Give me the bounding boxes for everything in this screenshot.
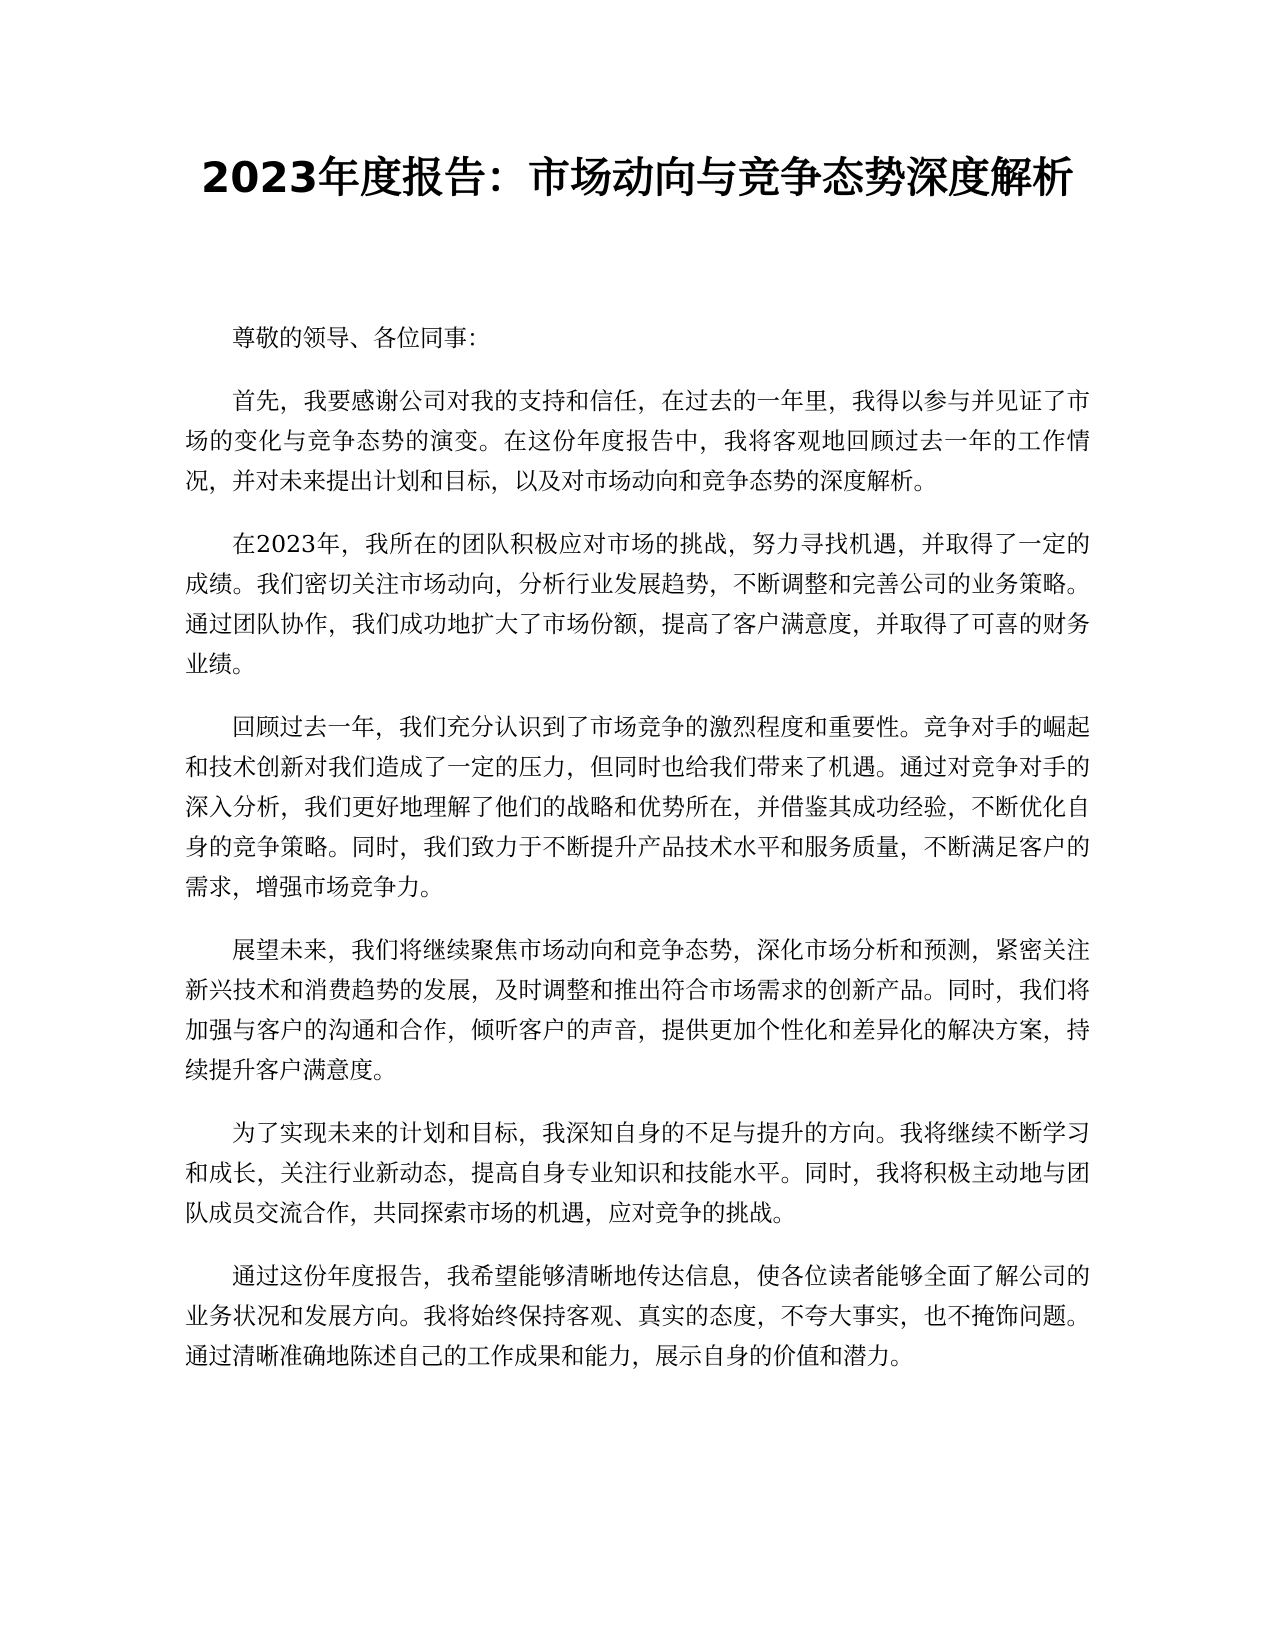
salutation: 尊敬的领导、各位同事： bbox=[232, 324, 491, 352]
document-body bbox=[185, 318, 1090, 1399]
page-title: 2023年度报告：市场动向与竞争态势深度解析 bbox=[201, 153, 1074, 202]
paragraph-conclusion: 通过这份年度报告，我希望能够清晰地传达信息，使各位读者能够全面了解公司的业务状况和发展方向。我将始终保持客观、真实的态度，不夸大事实，也不掩饰问题。通过清晰准确地陈述自己的工作成果和能力，展示自身的价值和潜力。 bbox=[185, 1262, 1090, 1370]
paragraph-intro: 首先，我要感谢公司对我的支持和信任，在过去的一年里，我得以参与并见证了市场的变化与竞争态势的演变。在这份年度报告中，我将客观地回顾过去一年的工作情况，并对未来提出计划和目标，以及对市场动向和竞争态势的深度解析。 bbox=[185, 387, 1090, 495]
paragraph-personal-plan: 为了实现未来的计划和目标，我深知自身的不足与提升的方向。我将继续不断学习和成长，关注行业新动态，提高自身专业知识和技能水平。同时，我将积极主动地与团队成员交流合作，共同探索市场的机遇，应对竞争的挑战。 bbox=[185, 1119, 1090, 1227]
paragraph-competition-review: 回顾过去一年，我们充分认识到了市场竞争的激烈程度和重要性。竞争对手的崛起和技术创新对我们造成了一定的压力，但同时也给我们带来了机遇。通过对竞争对手的深入分析，我们更好地理解了他们的战略和优势所在，并借鉴其成功经验，不断优化自身的竞争策略。同时，我们致力于不断提升产品技术水平和服务质量，不断满足客户的需求，增强市场竞争力。 bbox=[185, 713, 1090, 901]
paragraph-achievements: 在2023年，我所在的团队积极应对市场的挑战，努力寻找机遇，并取得了一定的成绩。我们密切关注市场动向，分析行业发展趋势，不断调整和完善公司的业务策略。通过团队协作，我们成功地扩大了市场份额，提高了客户满意度，并取得了可喜的财务业绩。 bbox=[185, 530, 1090, 678]
paragraph-outlook: 展望未来，我们将继续聚焦市场动向和竞争态势，深化市场分析和预测，紧密关注新兴技术和消费趋势的发展，及时调整和推出符合市场需求的创新产品。同时，我们将加强与客户的沟通和合作，倾听客户的声音，提供更加个性化和差异化的解决方案，持续提升客户满意度。 bbox=[185, 936, 1090, 1084]
